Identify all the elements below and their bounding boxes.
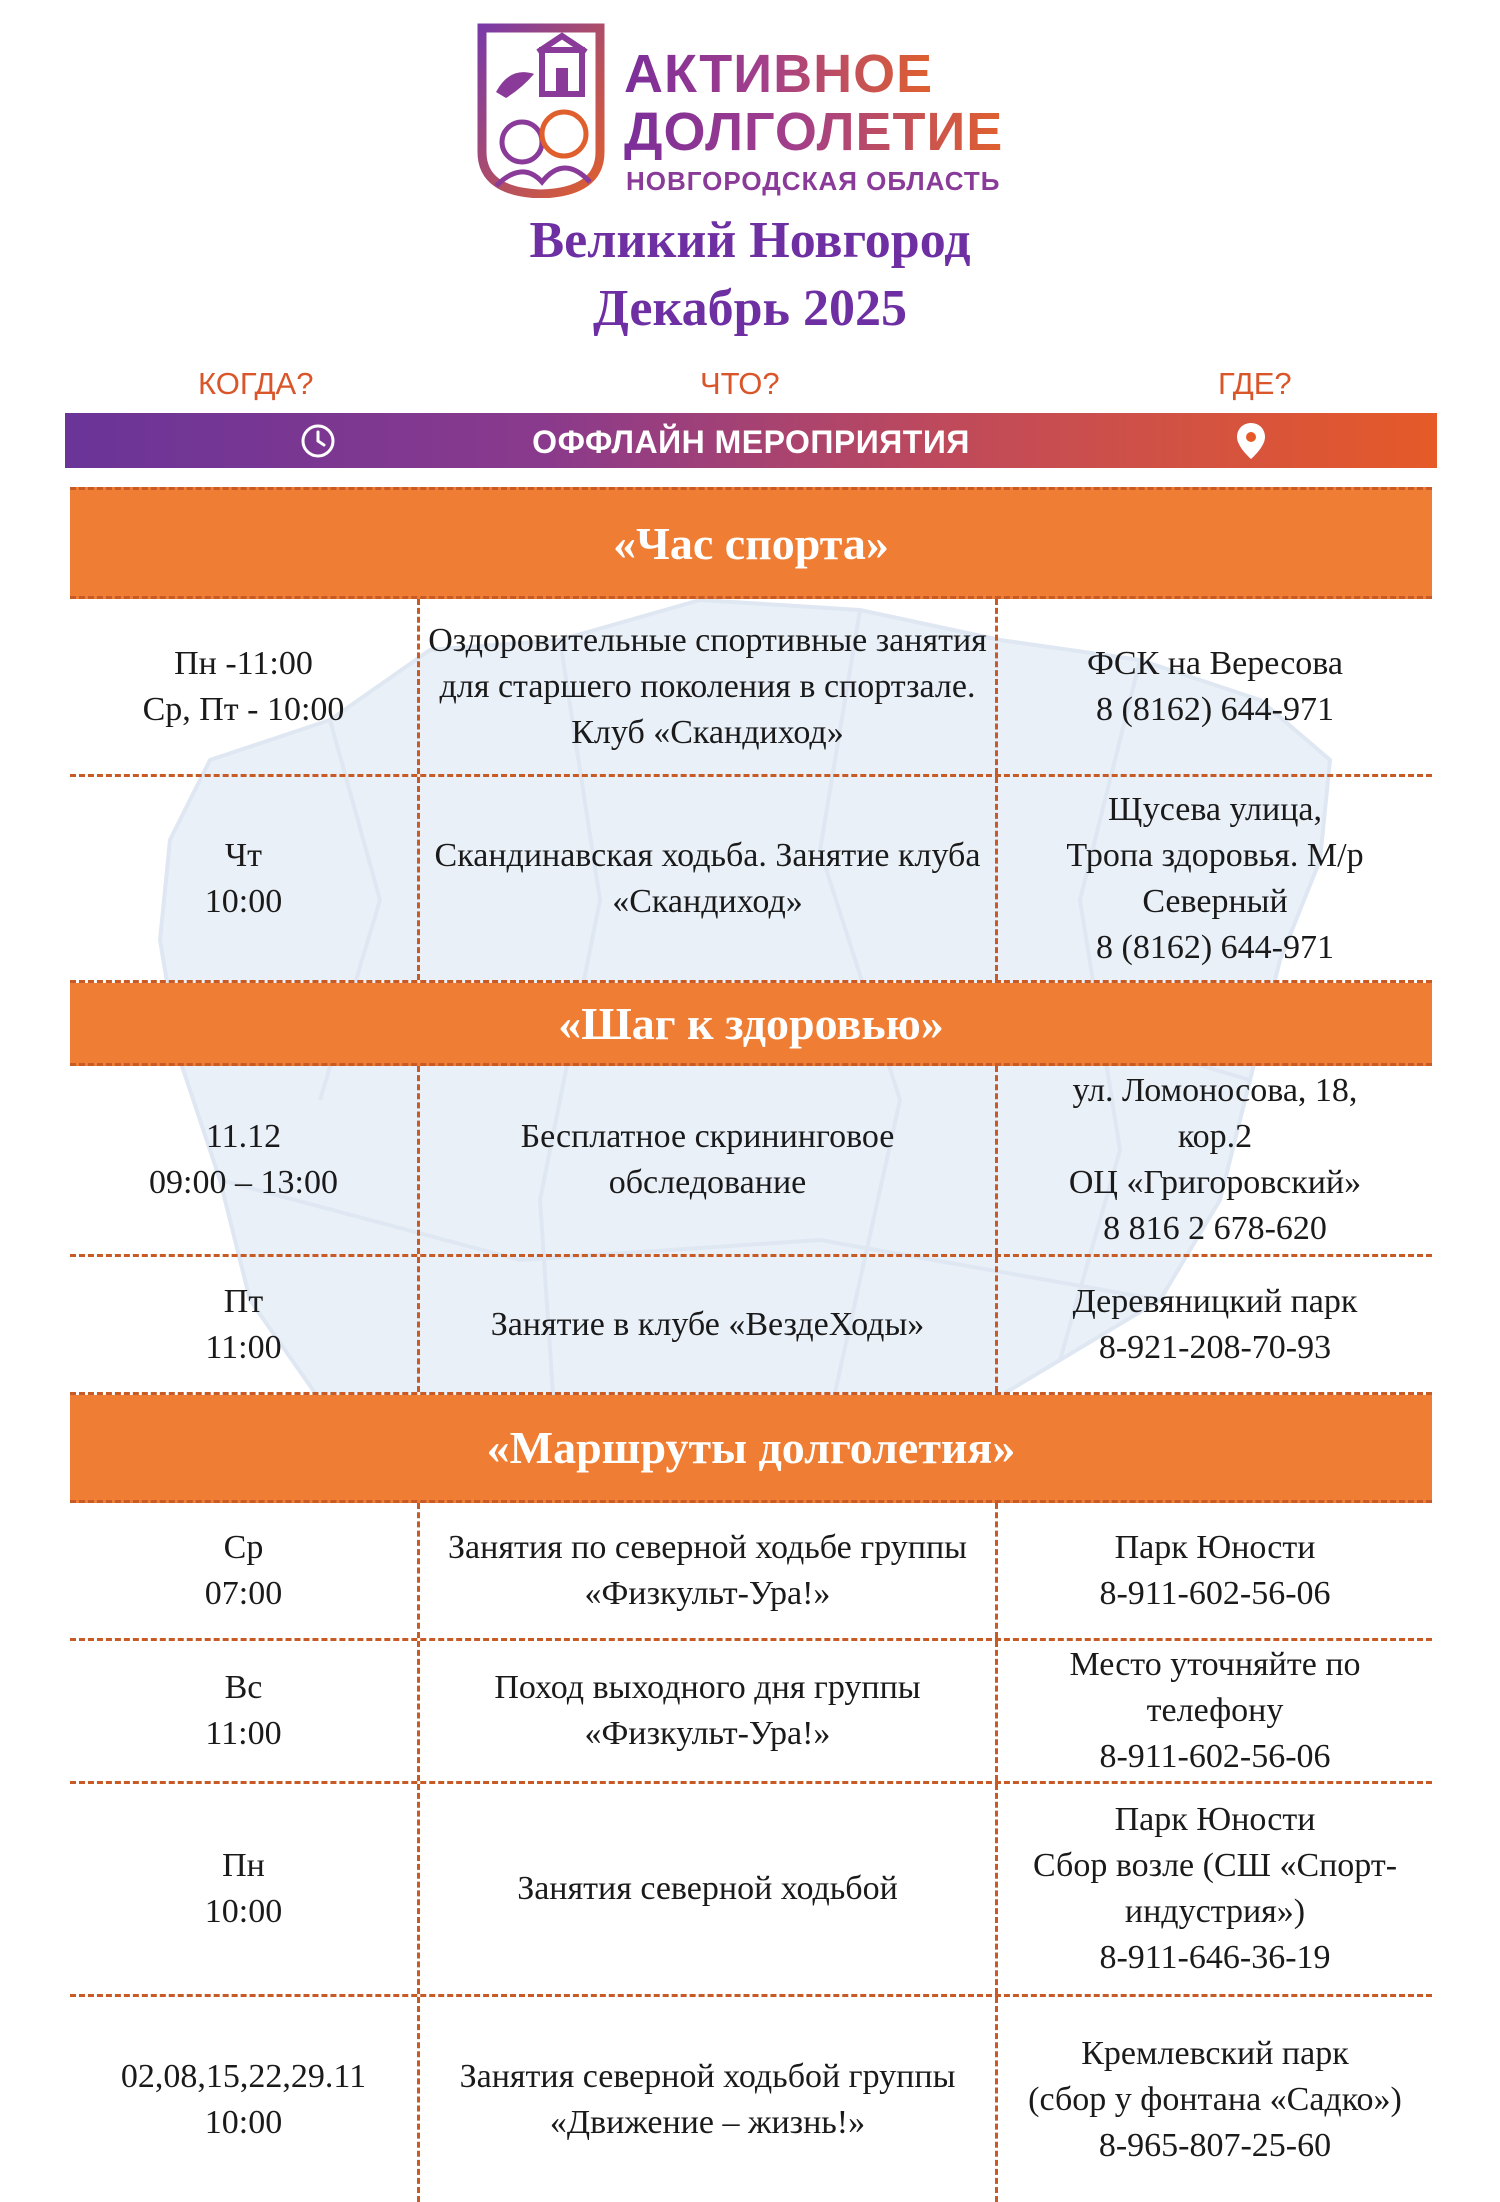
cell-when: Ср 07:00 <box>70 1503 420 1638</box>
table-row <box>70 1641 1432 1784</box>
cell-where: Кремлевский парк (сбор у фонтана «Садко») 8-965-807-25-60 <box>1028 2034 1402 2164</box>
cell-when: 11.12 09:00 – 13:00 <box>70 1066 420 1254</box>
table-row <box>70 1257 1432 1395</box>
logo-emblem-icon <box>476 22 606 198</box>
cell-when: Пн -11:00 Ср, Пт - 10:00 <box>70 599 420 774</box>
cell-where: Деревяницкий парк 8-921-208-70-93 <box>1072 1282 1358 1366</box>
cell-where: Парк Юности Сбор возле (СШ «Спорт-индустрия») 8-911-646-36-19 <box>1032 1801 1398 1976</box>
schedule-table <box>70 487 1432 2202</box>
table-row <box>70 1997 1432 2202</box>
table-row <box>70 1503 1432 1641</box>
table-row <box>70 777 1432 983</box>
header-what-label: ЧТО? <box>700 366 780 401</box>
logo-text-longevity: ДОЛГОЛЕТИЕ <box>624 102 1004 162</box>
table-row <box>70 1066 1432 1257</box>
cell-when: Пн 10:00 <box>70 1784 420 1994</box>
cell-where: ФСК на Вересова 8 (8162) 644-971 <box>1087 644 1343 728</box>
logo-text-region: НОВГОРОДСКАЯ ОБЛАСТЬ <box>626 166 1001 196</box>
cell-when: Пт 11:00 <box>70 1257 420 1392</box>
cell-what: Бесплатное скрининговое обследование <box>420 1066 998 1254</box>
cell-where: Щусева улица, Тропа здоровья. М/р Северный 8 (8162) 644-971 <box>1066 790 1364 966</box>
cell-where: ул. Ломоносова, 18, кор.2 ОЦ «Григоровский» 8 816 2 678-620 <box>1068 1072 1362 1247</box>
table-row <box>70 1784 1432 1997</box>
cell-what: Занятия северной ходьбой <box>420 1784 998 1994</box>
cell-where: Парк Юности 8-911-602-56-06 <box>1099 1528 1331 1612</box>
location-pin-icon <box>1234 421 1268 461</box>
cell-what: Занятия северной ходьбой группы «Движение – жизнь!» <box>420 1997 998 2202</box>
cell-what: Занятия по северной ходьбе группы «Физкульт-Ура!» <box>420 1503 998 1638</box>
cell-what: Скандинавская ходьба. Занятие клуба «Скандиход» <box>420 777 998 980</box>
page-title-city: Великий Новгород <box>529 212 971 269</box>
cell-when: Чт 10:00 <box>70 777 420 980</box>
cell-what: Поход выходного дня группы «Физкульт-Ура!» <box>420 1641 998 1781</box>
offline-events-banner <box>65 413 1437 468</box>
cell-where: Место уточняйте по телефону 8-911-602-56-06 <box>1069 1646 1361 1775</box>
cell-when: 02,08,15,22,29.11 10:00 <box>70 1997 420 2202</box>
header-where-label: ГДЕ? <box>1218 366 1292 401</box>
section-header: «Маршруты долголетия» <box>70 1395 1432 1503</box>
section-header: «Шаг к здоровью» <box>70 983 1432 1066</box>
cell-when: Вс 11:00 <box>70 1641 420 1781</box>
banner-title: ОФФЛАЙН МЕРОПРИЯТИЯ <box>532 424 970 460</box>
logo-text-active: АКТИВНОЕ <box>624 44 934 104</box>
section-header: «Час спорта» <box>70 487 1432 599</box>
page-title-month: Декабрь 2025 <box>592 280 908 337</box>
header-when-label: КОГДА? <box>198 366 314 401</box>
table-row <box>70 599 1432 777</box>
cell-what: Оздоровительные спортивные занятия для старшего поколения в спортзале. Клуб «Скандиход» <box>420 599 998 774</box>
logo <box>476 22 1036 202</box>
cell-what: Занятие в клубе «ВездеХоды» <box>420 1257 998 1392</box>
